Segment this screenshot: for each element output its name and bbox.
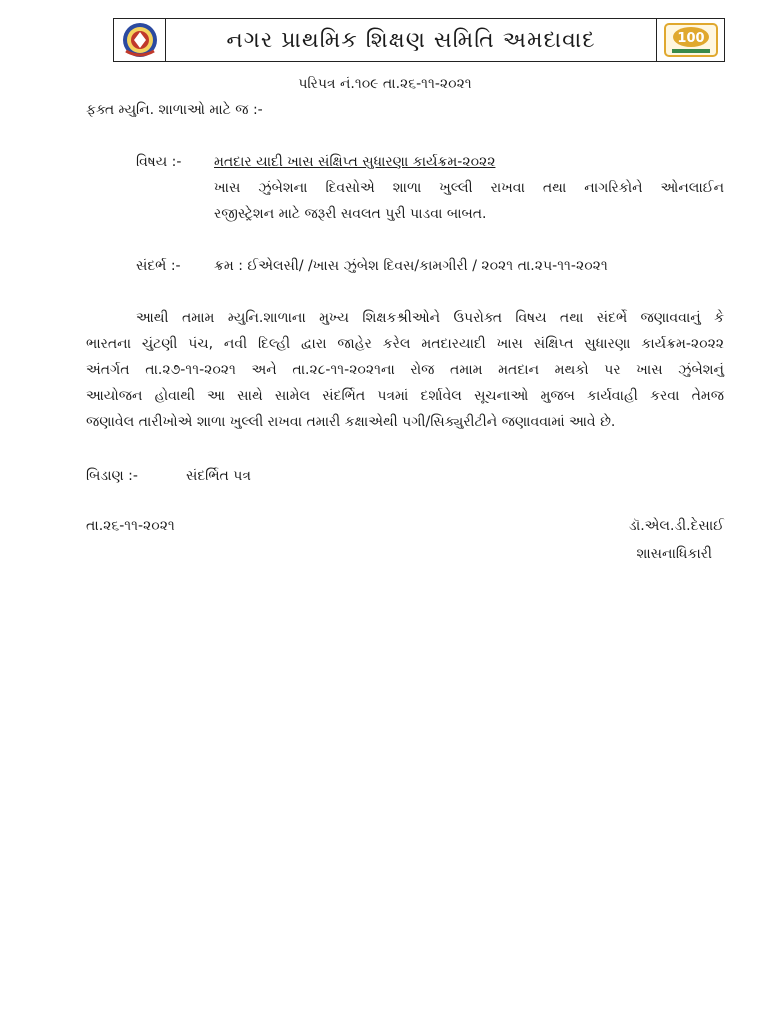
signatory-name: ડૉ.એલ.ડી.દેસાઈ [628,518,724,534]
subject-line-2: ખાસ ઝુંબેશના દિવસોએ શાળા ખુલ્લી રાખવા તથા નાગરિકોને ઓનલાઈન [214,180,724,196]
subject-title: મતદાર યાદી ખાસ સંક્ષિપ્ત સુધારણા કાર્યક્રમ-૨૦૨૨ [214,154,496,170]
reference-label: સંદર્ભ :- [136,258,181,274]
body-line-1: આથી તમામ મ્યુનિ.શાળાના મુખ્ય શિક્ષકશ્રીઓને ઉપરોક્ત વિષય તથા સંદર્ભે જણાવવાનું કે [136,310,724,326]
letter-date: તા.૨૬-૧૧-૨૦૨૧ [86,518,175,534]
letterhead-title: નગર પ્રાથમિક શિક્ષણ સમિતિ અમદાવાદ [226,27,596,53]
body-line-4: આયોજન હોવાથી આ સાથે સામેલ સંદર્ભિત પત્રમાં દર્શાવેલ સૂચનાઓ મુજબ કાર્યવાહી કરવા તેમજ [86,388,724,404]
subject-label: વિષય :- [136,154,182,170]
samiti-emblem-icon [114,19,166,61]
addressee: ફક્ત મ્યુનિ. શાળાઓ માટે જ :- [86,102,263,118]
anniversary-badge-icon [656,19,724,61]
reference-text: ક્રમ : ઈએલસી/ /ખાસ ઝુંબેશ દિવસ/કામગીરી / ૨૦૨૧ તા.૨૫-૧૧-૨૦૨૧ [214,258,608,274]
letterhead [113,18,725,62]
signatory-designation: શાસનાધિકારી [636,546,712,562]
enclosure-text: સંદર્ભિત પત્ર [186,468,251,484]
body-line-3: અંતર્ગત તા.૨૭-૧૧-૨૦૨૧ અને તા.૨૮-૧૧-૨૦૨૧ના રોજ તમામ મતદાન મથકો પર ખાસ ઝુંબેશનું [86,362,724,378]
subject-line-3: રજીસ્ટ્રેશન માટે જરૂરી સવલત પુરી પાડવા બાબત. [214,206,487,222]
enclosure-label: બિડાણ :- [86,468,138,484]
body-line-5: જણાવેલ તારીખોએ શાળા ખુલ્લી રાખવા તમારી કક્ષાએથી પગી/સિક્યુરીટીને જણાવવામાં આવે છે. [86,414,616,430]
body-line-2: ભારતના ચુંટણી પંચ, નવી દિલ્હી દ્વારા જાહેર કરેલ મતદારયાદી ખાસ સંક્ષિપ્ત સુધારણા કાર્યક્રમ-૨૦૨૨ [86,336,724,352]
circular-number: પરિપત્ર નં.૧૦૯ તા.૨૬-૧૧-૨૦૨૧ [298,76,472,92]
svg-text:100: 100 [676,31,705,46]
